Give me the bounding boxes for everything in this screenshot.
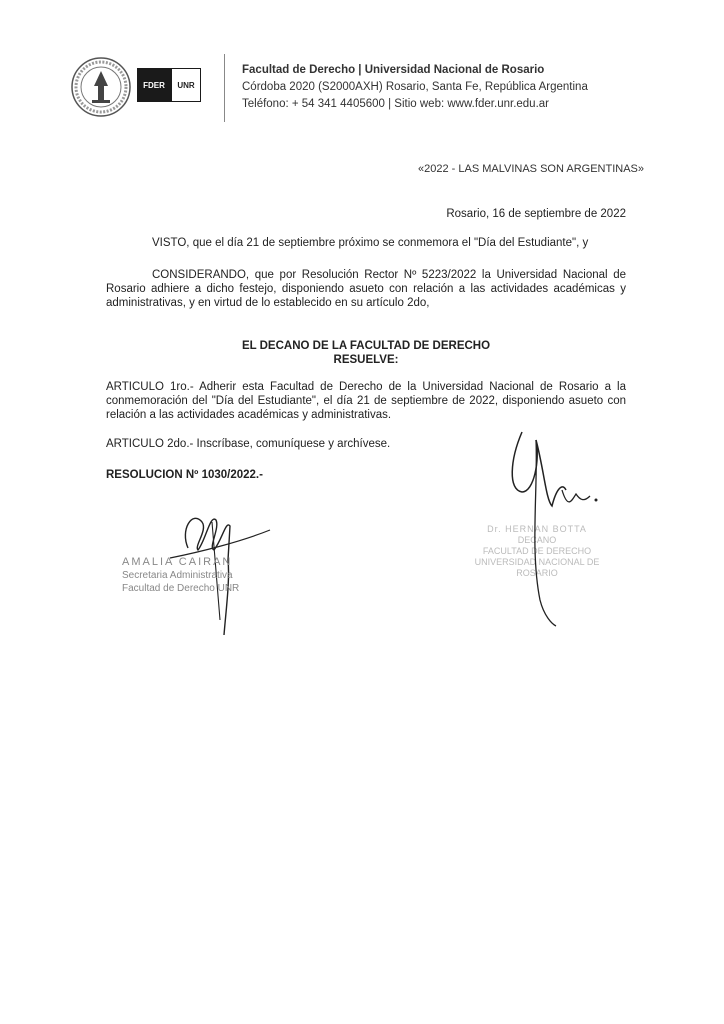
signature-left-stamp [122,556,239,595]
document-date: Rosario, 16 de septiembre de 2022 [446,208,626,220]
faculty-logo [137,68,201,104]
logo-fder: FDER [137,68,171,102]
resolution-number: RESOLUCION Nº 1030/2022.- [106,469,263,481]
signer-left-name: AMALIA CAIRAN [122,556,233,568]
articulo-2: ARTICULO 2do.- Inscríbase, comuníquese y archívese. [106,438,391,450]
visto-paragraph: VISTO, que el día 21 de septiembre próximo se conmemora el "Día del Estudiante", y [152,237,589,249]
motto: «2022 - LAS MALVINAS SON ARGENTINAS» [418,163,644,175]
considerando-paragraph: CONSIDERANDO, que por Resolución Rector Nº 5223/2022 la Universidad Nacional de Rosario adhiere a dicho festejo, disponiendo asueto con relación a las actividades académicas y administrativas, y en virtud de lo establecido en su artículo 2do, [106,269,626,309]
signer-right-role: DECANO [517,535,557,545]
university-seal-icon [70,56,132,118]
signature-right-icon [500,420,610,630]
articulo-1: ARTICULO 1ro.- Adherir esta Facultad de Derecho de la Universidad Nacional de Rosario a la conmemoración del "Día del Estudiante", el día 21 de septiembre de 2022, disponiendo asueto con relación a las actividades académicas y administrativas. [106,381,626,421]
decano-title: EL DECANO DE LA FACULTAD DE DERECHO [241,340,491,352]
header-divider [224,54,225,122]
signer-right-org1: FACULTAD DE DERECHO [482,546,592,556]
signer-right-name: Dr. HERNAN BOTTA [487,524,587,534]
letterhead-contact: Teléfono: + 54 341 4405600 | Sitio web: www.fder.unr.edu.ar [242,98,549,110]
letterhead-title: Facultad de Derecho | Universidad Nacional de Rosario [242,64,545,76]
logo-unr: UNR [171,68,201,102]
signer-left-org: Facultad de Derecho UNR [122,583,240,594]
resuelve-title: RESUELVE: [333,354,399,366]
letterhead-address: Córdoba 2020 (S2000AXH) Rosario, Santa Fe, República Argentina [242,81,588,93]
signer-right-org2: UNIVERSIDAD NACIONAL DE ROSARIO [474,557,600,578]
resolution-heading [106,339,626,367]
letterhead [242,62,588,113]
signer-left-role: Secretaria Administrativa [122,570,233,581]
